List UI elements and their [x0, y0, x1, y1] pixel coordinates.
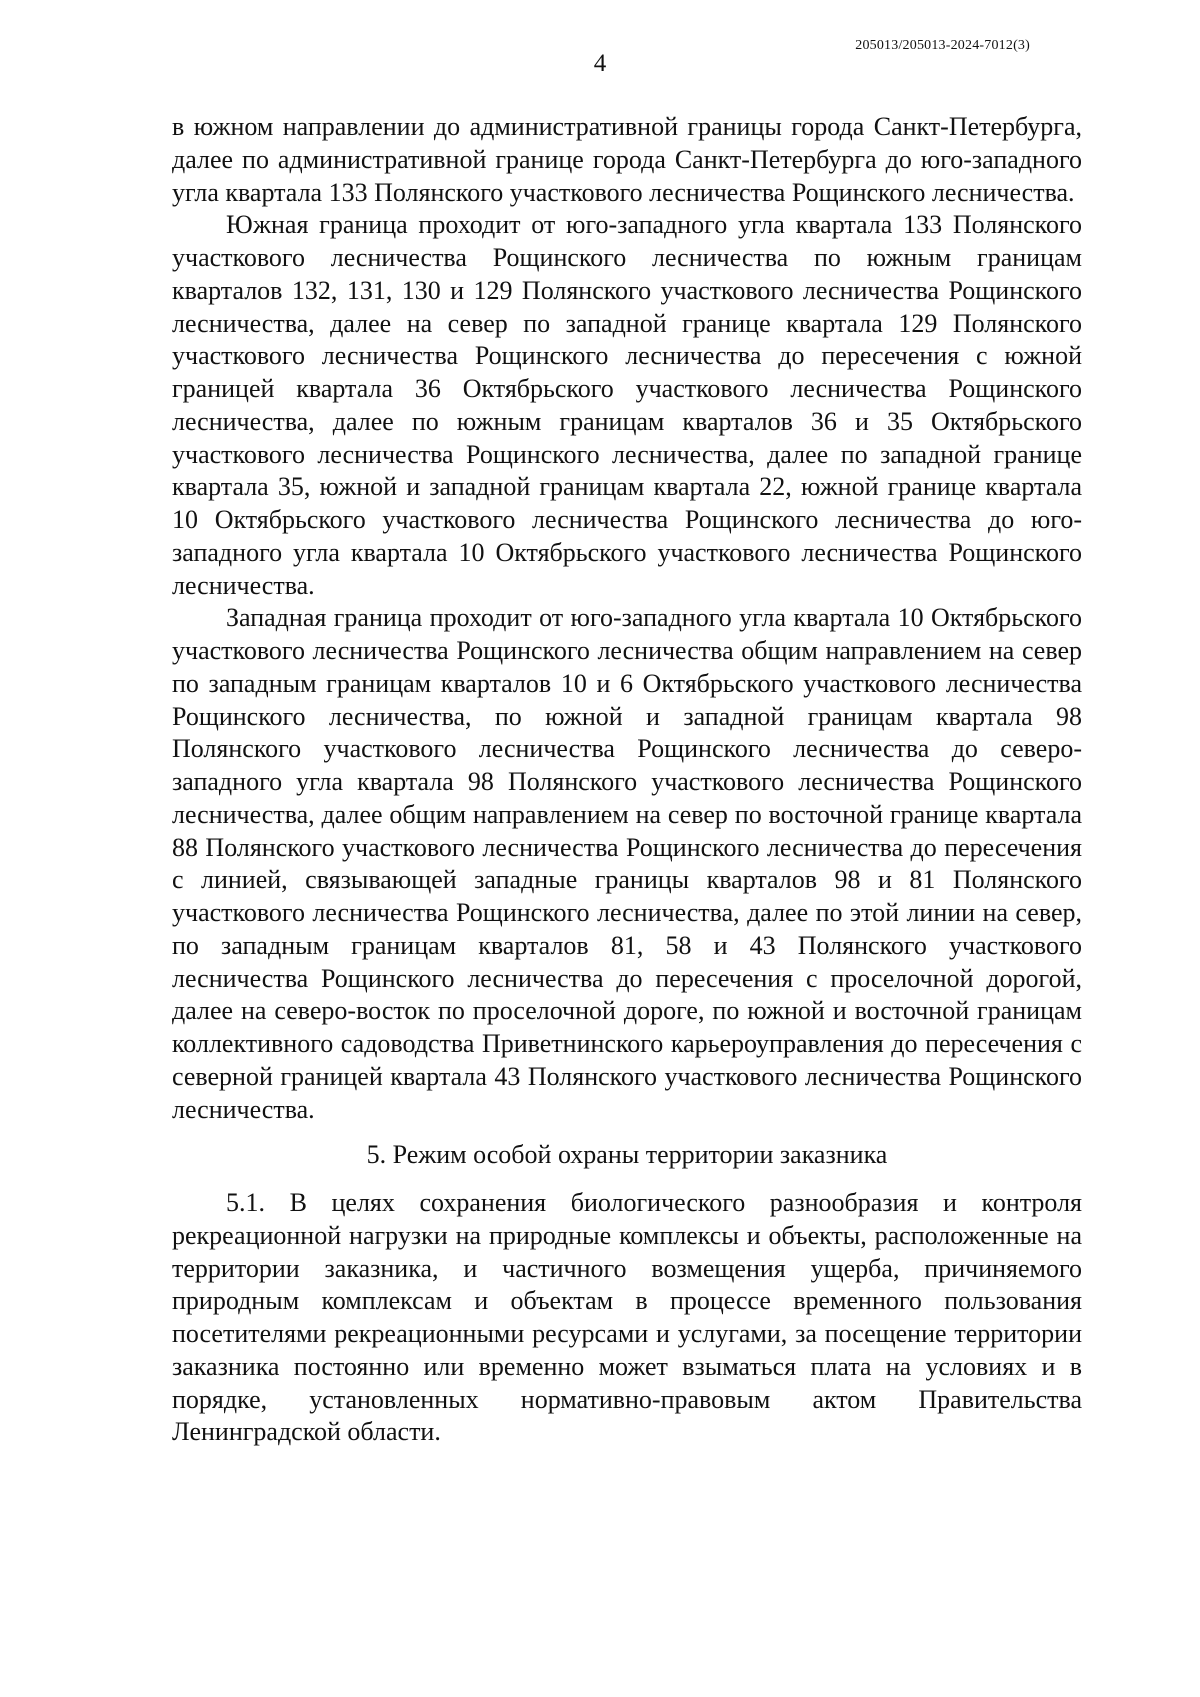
page-number: 4 [593, 50, 607, 77]
paragraph-west-border: Западная граница проходит от юго-западного угла квартала 10 Октябрьского участкового лесничества Рощинского лесничества общим направлением на север по западным границам кварталов 10 и 6 Октябрьского участкового лесничества Рощинского лесничества, по южной и западной границам квартала 98 Полянского участкового лесничества Рощинского лесничества до северо-западного угла квартала 98 Полянского участкового лесничества Рощинского лесничества, далее общим направлением на север по восточной границе квартала 88 Полянского участкового лесничества Рощинского лесничества до пересечения с линией, связывающей западные границы кварталов 98 и 81 Полянского участкового лесничества Рощинского лесничества, далее по этой линии на север, по западным границам кварталов 81, 58 и 43 Полянского участкового лесничества Рощинского лесничества до пересечения с проселочной дорогой, далее на северо-восток по проселочной дороге, по южной и восточной границам коллективного садоводства Приветнинского карьероуправления до пересечения с северной границей квартала 43 Полянского участкового лесничества Рощинского лесничества. [172, 603, 1082, 1124]
paragraph-continuation: в южном направлении до административной границы города Санкт-Петербурга, далее по административной границе города Санкт-Петербурга до юго-западного угла квартала 133 Полянского участкового лесничества Рощинского лесничества. [172, 112, 1082, 207]
document-number: 205013/205013-2024-7012(3) [855, 38, 1030, 53]
section-heading: 5. Режим особой охраны территории заказника [366, 1140, 888, 1170]
document-body [172, 111, 1082, 1449]
paragraph-south-border: Южная граница проходит от юго-западного угла квартала 133 Полянского участкового лесничества Рощинского лесничества по южным границам кварталов 132, 131, 130 и 129 Полянского участкового лесничества Рощинского лесничества, далее на север по западной границе квартала 129 Полянского участкового лесничества Рощинского лесничества до пересечения с южной границей квартала 36 Октябрьского участкового лесничества Рощинского лесничества, далее по южным границам кварталов 36 и 35 Октябрьского участкового лесничества Рощинского лесничества, далее по западной границе квартала 35, южной и западной границам квартала 22, южной границе квартала 10 Октябрьского участкового лесничества Рощинского лесничества до юго-западного угла квартала 10 Октябрьского участкового лесничества Рощинского лесничества. [172, 210, 1082, 600]
paragraph-section-5-1: 5.1. В целях сохранения биологического разнообразия и контроля рекреационной нагрузки на природные комплексы и объекты, расположенные на территории заказника, и частичного возмещения ущерба, причиняемого природным комплексам и объектам в процессе временного пользования посетителями рекреационными ресурсами и услугами, за посещение территории заказника постоянно или временно может взыматься плата на условиях и в порядке, установленных нормативно-правовым актом Правительства Ленинградской области. [172, 1188, 1082, 1447]
